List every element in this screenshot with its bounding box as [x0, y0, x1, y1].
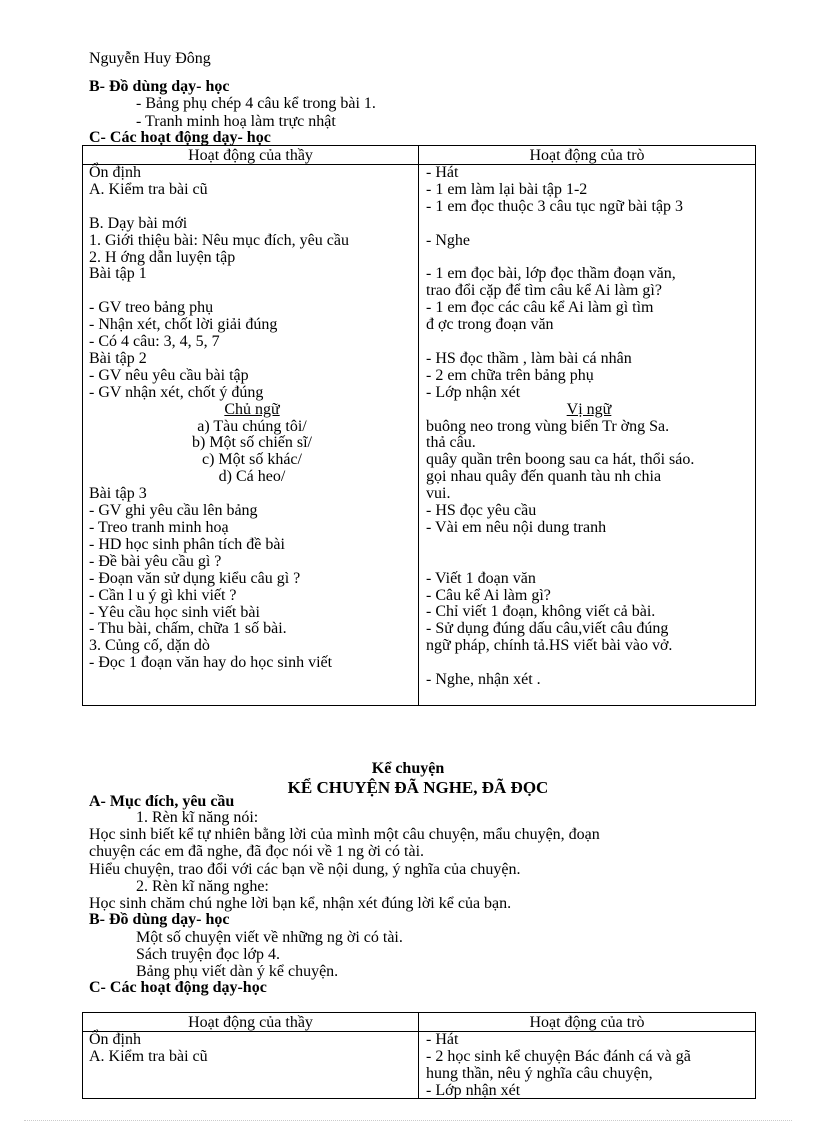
- teacher-line: 2. H ớng dẫn luyện tập: [89, 248, 236, 266]
- subject-item: b) Một số chiến sĩ/: [192, 434, 312, 452]
- lesson-title: KỂ CHUYỆN ĐÃ NGHE, ĐÃ ĐỌC: [287, 778, 549, 797]
- teacher-line: A. Kiểm tra bài cũ: [89, 1047, 208, 1065]
- section2-b-item: Một số chuyện viết về những ng ời có tài.: [136, 929, 403, 946]
- section2-b-heading: B- Đồ dùng dạy- học: [89, 911, 230, 928]
- student-line: [426, 537, 752, 554]
- section2-a-heading: A- Mục đích, yêu cầu: [89, 793, 235, 810]
- teacher-activities: [89, 1032, 415, 1066]
- section2-a-line: Học sinh biết kể tự nhiên bằng lời của mình một câu chuyện, mẩu chuyện, đoạn: [89, 826, 600, 843]
- student-line: - Câu kể Ai làm gì?: [426, 586, 551, 604]
- table-divider: [418, 146, 419, 705]
- student-line: [426, 554, 752, 571]
- student-line: - HS đọc yêu cầu: [426, 502, 537, 520]
- student-line: thả câu.: [426, 434, 476, 452]
- teacher-line: - GV nhận xét, chốt ý đúng: [89, 383, 264, 401]
- student-line: vui.: [426, 485, 451, 503]
- teacher-line: - GV nêu yêu cầu bài tập: [89, 366, 249, 384]
- student-line: - 1 em đọc bài, lớp đọc thầm đoạn văn,: [426, 265, 676, 283]
- student-line: gọi nhau quây đến quanh tàu nh chia: [426, 468, 662, 486]
- student-line: - 1 em làm lại bài tập 1-2: [426, 180, 588, 198]
- activity-table-2: [82, 1012, 756, 1099]
- student-line: [426, 655, 752, 672]
- teacher-line: - Đọc 1 đoạn văn hay do học sinh viết: [89, 654, 333, 672]
- teacher-line: - Đề bài yêu cầu gì ?: [89, 552, 222, 570]
- student-line: - 2 em chữa trên bảng phụ: [426, 366, 594, 384]
- student-line: hung thần, nêu ý nghĩa câu chuyện,: [426, 1064, 653, 1082]
- section2-b-item: Sách truyện đọc lớp 4.: [136, 946, 280, 963]
- teacher-line: B. Dạy bài mới: [89, 214, 188, 232]
- author-name: Nguyễn Huy Đông: [89, 50, 211, 67]
- section1-b-item-2: - Tranh minh hoạ làm trực nhật: [136, 113, 336, 130]
- teacher-line: - Nhận xét, chốt lời giải đúng: [89, 316, 278, 334]
- teacher-line: - Thu bài, chấm, chữa 1 số bài.: [89, 620, 287, 638]
- teacher-line: - Đoạn văn sử dụng kiểu câu gì ?: [89, 569, 301, 587]
- teacher-line: [89, 199, 415, 216]
- teacher-column-header: Hoạt động của thầy: [188, 1014, 313, 1031]
- student-line: [426, 216, 752, 233]
- teacher-line: Bài tập 1: [89, 265, 147, 283]
- teacher-line: 3. Củng cố, dặn dò: [89, 637, 210, 655]
- section2-a-line: 2. Rèn kĩ năng nghe:: [136, 878, 269, 895]
- student-line: đ ợc trong đoạn văn: [426, 316, 554, 334]
- section2-a-line: 1. Rèn kĩ năng nói:: [136, 809, 259, 826]
- teacher-activities: [89, 165, 415, 672]
- student-line: - 1 em đọc thuộc 3 câu tục ngữ bài tập 3: [426, 197, 684, 215]
- teacher-line: - Treo tranh minh hoạ: [89, 519, 229, 536]
- student-line: - Sử dụng đúng dấu câu,viết câu đúng: [426, 620, 669, 638]
- student-line: - 2 học sinh kể chuyện Bác đánh cá và gã: [426, 1047, 691, 1065]
- teacher-line: Bài tập 2: [89, 349, 147, 367]
- teacher-line: Ổn định: [89, 1031, 141, 1048]
- student-activities: [426, 1032, 752, 1100]
- section1-b-heading: B- Đồ dùng dạy- học: [89, 78, 230, 95]
- student-line: [426, 250, 752, 267]
- student-line: - Viết 1 đoạn văn: [426, 569, 536, 587]
- student-column-header: Hoạt động của trò: [529, 147, 645, 164]
- predicate-heading: Vị ngữ: [566, 400, 612, 418]
- student-line: [426, 334, 752, 351]
- student-line: quây quần trên boong sau ca hát, thổi sáo.: [426, 451, 695, 469]
- section2-c-heading: C- Các hoạt động dạy-học: [89, 979, 267, 996]
- teacher-line: - GV treo bảng phụ: [89, 299, 214, 317]
- student-line: - Hát: [426, 164, 459, 181]
- student-line: - 1 em đọc các câu kể Ai làm gì tìm: [426, 299, 654, 317]
- student-activities: [426, 165, 752, 689]
- page-bottom-rule: [24, 1120, 792, 1121]
- teacher-line: - GV ghi yêu cầu lên bảng: [89, 502, 258, 520]
- student-line: - Lớp nhận xét: [426, 383, 521, 401]
- teacher-line: - Yêu cầu học sinh viết bài: [89, 603, 260, 621]
- lesson-subject: Kể chuyện: [371, 760, 445, 777]
- teacher-line: - Cần l u ý gì khi viết ?: [89, 586, 237, 604]
- teacher-line: Bài tập 3: [89, 485, 147, 503]
- subject-item: c) Một số khác/: [202, 451, 302, 469]
- section2-a-line: Hiểu chuyện, trao đổi với các bạn về nội dung, ý nghĩa của chuyện.: [89, 861, 521, 878]
- activity-table-1: [82, 145, 756, 706]
- teacher-line: Ổn định: [89, 164, 141, 181]
- subject-heading: Chủ ngữ: [224, 400, 280, 418]
- student-line: - Nghe, nhận xét .: [426, 671, 541, 689]
- section1-b-item-1: - Bảng phụ chép 4 câu kể trong bài 1.: [136, 95, 376, 112]
- section2-a-line: Học sinh chăm chú nghe lời bạn kể, nhận xét đúng lời kể của bạn.: [89, 895, 512, 912]
- subject-item: a) Tàu chúng tôi/: [197, 417, 307, 435]
- student-line: - Vài em nêu nội dung tranh: [426, 518, 607, 536]
- teacher-column-header: Hoạt động của thầy: [188, 147, 313, 164]
- teacher-line: - HD học sinh phân tích đề bài: [89, 535, 285, 553]
- student-line: - Hát: [426, 1031, 459, 1048]
- section1-c-heading: C- Các hoạt động dạy- học: [89, 129, 271, 146]
- student-line: - Chỉ viết 1 đoạn, không viết cả bài.: [426, 603, 656, 621]
- section2-a-line: chuyện các em đã nghe, đã đọc nói về 1 ng ời có tài.: [89, 843, 425, 860]
- student-line: - HS đọc thầm , làm bài cá nhân: [426, 349, 632, 367]
- teacher-line: - Có 4 câu: 3, 4, 5, 7: [89, 333, 220, 351]
- subject-item: d) Cá heo/: [218, 468, 286, 486]
- student-line: ngữ pháp, chính tả.HS viết bài vào vở.: [426, 637, 673, 655]
- student-line: - Nghe: [426, 231, 470, 249]
- student-line: trao đổi cặp để tìm câu kể Ai làm gì?: [426, 282, 662, 300]
- student-line: - Lớp nhận xét: [426, 1081, 521, 1099]
- teacher-line: A. Kiểm tra bài cũ: [89, 180, 208, 198]
- teacher-line: 1. Giới thiệu bài: Nêu mục đích, yêu cầu: [89, 231, 349, 249]
- teacher-line: [89, 283, 415, 300]
- section2-b-item: Bảng phụ viết dàn ý kể chuyện.: [136, 963, 339, 980]
- student-line: buông neo trong vùng biển Tr ờng Sa.: [426, 417, 670, 435]
- student-column-header: Hoạt động của trò: [529, 1014, 645, 1031]
